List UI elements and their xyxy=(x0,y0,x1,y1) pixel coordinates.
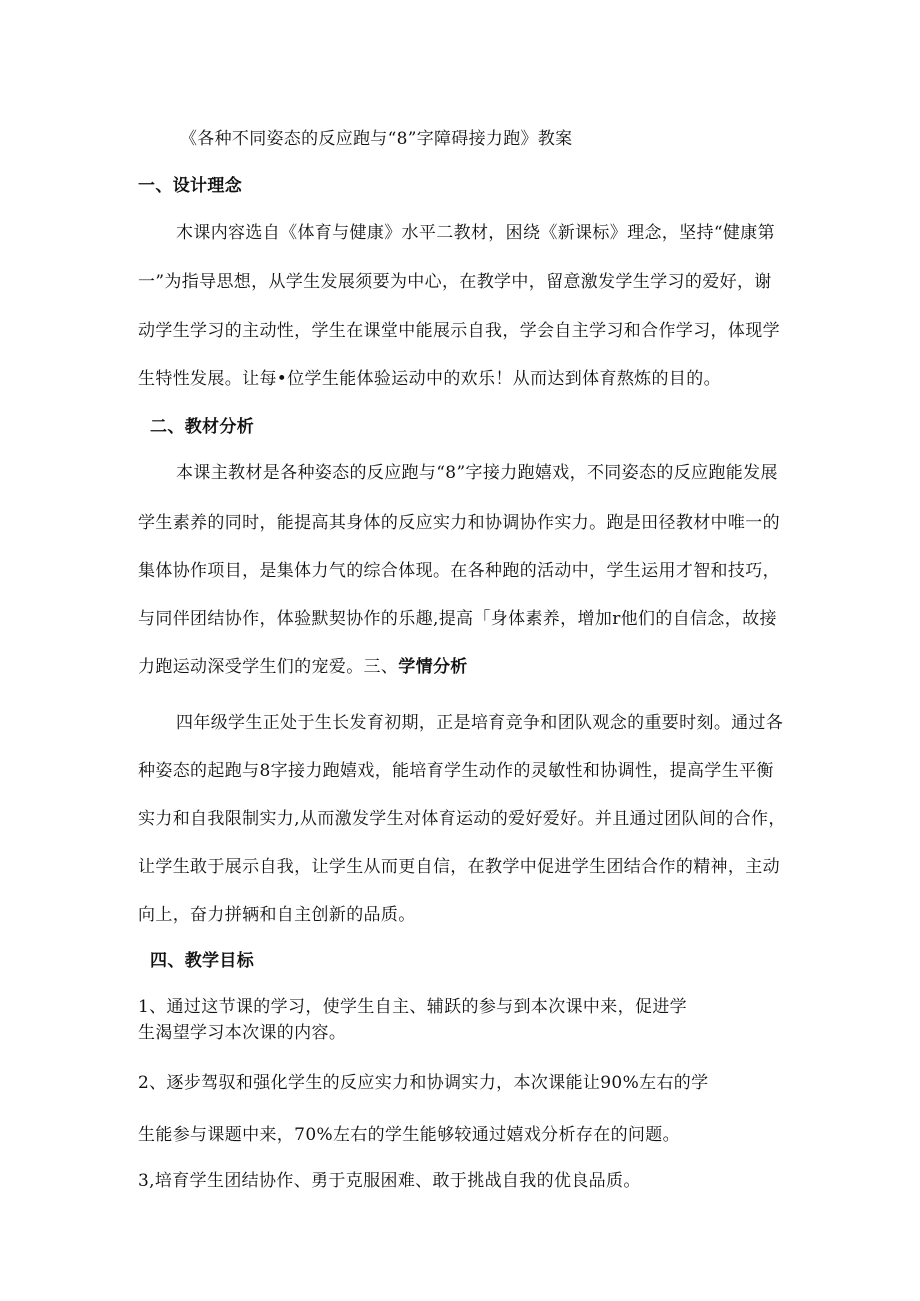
section-heading-student-analysis: 学情分析 xyxy=(398,657,468,677)
goal-item: 生渴望学习本次课的内容。 xyxy=(138,1023,347,1043)
paragraph-line: 本课主教材是各种姿态的反应跑与“8”字接力跑嬉戏，不同姿态的反应跑能发展 xyxy=(176,463,778,483)
paragraph-text: 力跑运动深受学生们的宠爱。三、 xyxy=(138,657,399,677)
goal-item: 1、通过这节课的学习，使学生自主、辅跃的参与到本次课中来，促进学 xyxy=(138,997,688,1017)
paragraph-line: 集体协作项目，是集体力气的综合体现。在各种跑的活动中，学生运用才智和技巧， xyxy=(138,561,780,581)
paragraph-line xyxy=(138,656,828,678)
paragraph-line: 让学生敢于展示自我，让学生从而更自信，在教学中促进学生团结合作的精神，主动 xyxy=(138,857,780,877)
paragraph-line: 生特性发展。让每•位学生能体验运动中的欢乐！从而达到体育熬炼的目的。 xyxy=(138,369,721,389)
section-heading-design-concept: 一、设计理念 xyxy=(138,176,243,196)
document-title: 《各种不同姿态的反应跑与“8”字障碍接力跑》教案 xyxy=(180,129,573,149)
paragraph-line: 与同伴团结协作，体验默契协作的乐趣,提高「身体素养，增加r他们的自信念，故接 xyxy=(138,609,777,629)
goal-item: 3,培育学生团结协作、勇于克服困难、敢于挑战自我的优良品质。 xyxy=(138,1171,641,1191)
paragraph-line: 动学生学习的主动性，学生在课堂中能展示自我，学会自主学习和合作学习，体现学 xyxy=(138,321,780,341)
goal-item: 2、逐步驾驭和强化学生的反应实力和协调实力，本次课能让90%左右的学 xyxy=(138,1073,709,1093)
paragraph-line: 学生素养的同时，能提高其身体的反应实力和协调协作实力。跑是田径教材中唯一的 xyxy=(138,513,780,533)
paragraph-line: 木课内容选自《体育与健康》水平二教材，困绕《新课标》理念，坚持“健康第 xyxy=(176,223,775,243)
section-heading-material-analysis: 二、教材分析 xyxy=(150,417,255,437)
paragraph-line: 四年级学生正处于生长发育初期，正是培育竞争和团队观念的重要时刻。通过各 xyxy=(176,713,784,733)
paragraph-line: 一”为指导思想，从学生发展须要为中心，在教学中，留意激发学生学习的爱好，谢 xyxy=(138,272,772,292)
paragraph-line: 种姿态的起跑与8字接力跑嬉戏，能培育学生动作的灵敏性和协调性，提高学生平衡 xyxy=(138,761,774,781)
goal-item: 生能参与课题中来，70%左右的学生能够较通过嬉戏分析存在的问题。 xyxy=(138,1125,680,1145)
paragraph-line: 向上，奋力拼辆和自主创新的品质。 xyxy=(138,905,416,925)
paragraph-line: 实力和自我限制实力,从而激发学生对体育运动的爱好爱好。并且通过团队间的合作， xyxy=(138,809,786,829)
section-heading-teaching-goals: 四、教学目标 xyxy=(150,951,255,971)
